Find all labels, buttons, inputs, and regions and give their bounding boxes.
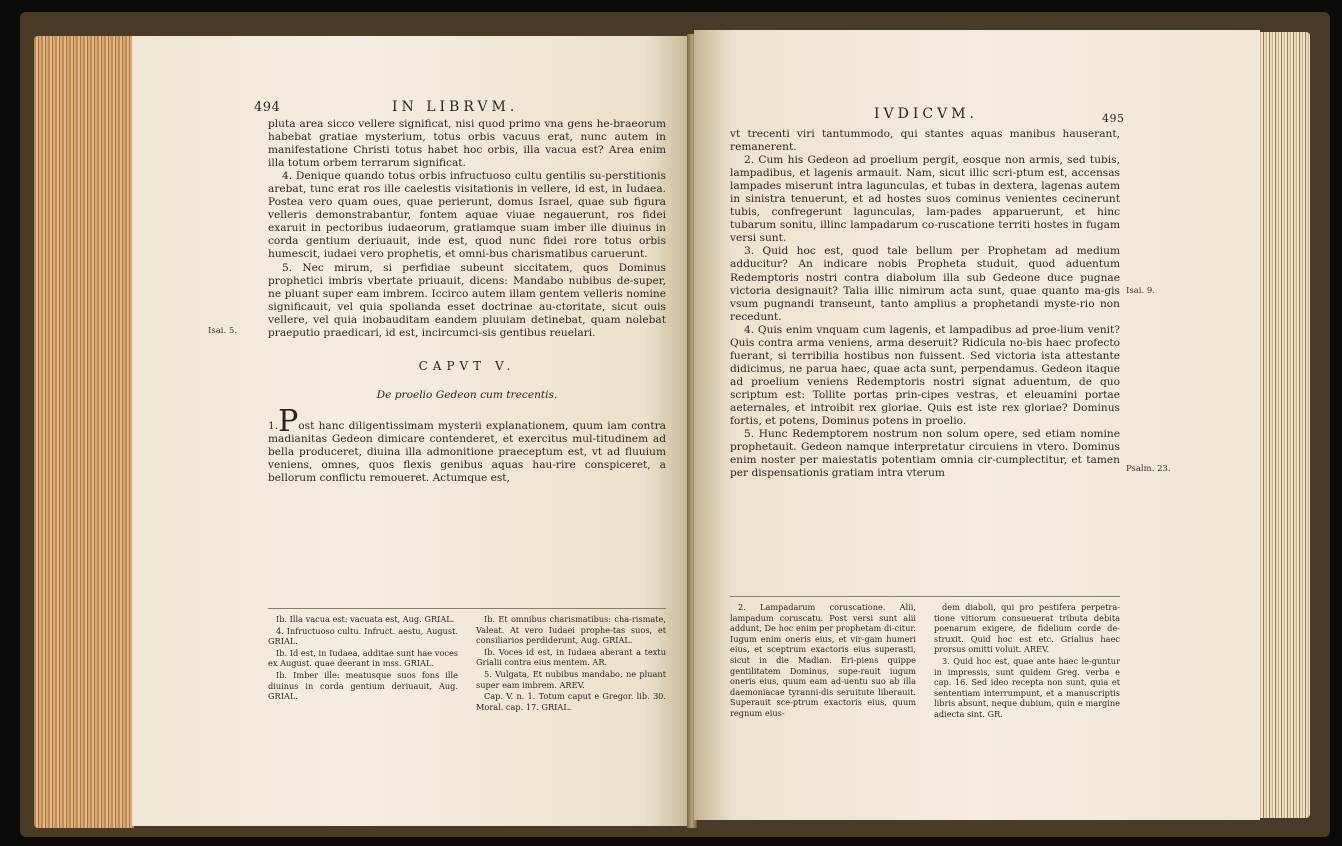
right-running-head: IVDICVM.	[874, 106, 979, 122]
right-main-text	[730, 128, 1120, 480]
left-page	[132, 36, 690, 826]
footnote: Ib. Voces id est, in Iudaea aberant a textu Grialii contra eius mentem. AR.	[476, 646, 666, 668]
left-page-edges	[34, 36, 134, 828]
footnote: Ib. Id est, in Iudaea, additae sunt hae voces ex August. quae deerant in mss. GRIAL.	[268, 647, 458, 669]
right-paragraph-1: vt trecenti viri tantummodo, qui stantes aquas manibus hauserant, remanerent.	[730, 128, 1120, 154]
left-paragraph-1: pluta area sicco vellere significat, nisi quod primo vna gens he-braeorum habebat gratiae mysterium, totus orbis vacuus erat, nunc autem in manifestatione Christi totus habet hoc orbis, illa vacua est? Area enim illa totum orbem terrarum significat.	[268, 118, 666, 170]
footnote: 2. Lampadarum coruscatione. Alii, lampadum coruscatu. Post versi sunt alii addunt, De hoc enim per prophetam di-citur. Iugum enim oneris eius, et vir-gam humeri eius, et sceptrum exactoris eius superasti, sicut in die Madian. Eri-piens quippe gentilitatem Dominus, supe-rauit iugum oneris eius, quum eam ad-uentu suo ab illa daemoniacae tyranni-dis seruitute liberauit. Superauit sce-ptrum exactoris eius, quum regnum eius-	[730, 602, 916, 718]
left-paragraph-2: 4. Denique quando totus orbis infructuoso cultu gentilis su-perstitionis arebat, tunc erat ros ille caelestis visitationis in vellere, id est, in Iudaea. Postea vero quam oues, quae perierunt, domus Israel, quae sub figura velleris demonstrabantur, fontem aquae viuae negauerunt, ros fidei exaruit in pectoribus iudaeorum, gratiamque suam imber ille diuinus in corda gentium deriuauit, inde est, quod nunc fidei rore totus orbis humescit, iudaei vero prophetis, et omni-bus charismatibus caruerunt.	[268, 170, 666, 261]
left-margin-note: Isai. 5.	[208, 326, 238, 336]
chapter-opening-paragraph: 1.Post hanc diligentissimam mysterii explanationem, quum iam contra madianitas Gedeon dimicare contenderet, et exercitus mul-titudinem ad bella produceret, diuina illa admonitione praeceptum est, vt ad fluuium veniens, omnes, quos flexis genibus aquas hau-rire conspiceret, a bellorum conflictu remoueret. Actumque est,	[268, 403, 666, 485]
right-paragraph-4: 4. Quis enim vnquam cum lagenis, et lampadibus ad proe-lium venit? Quis contra arma veniens, arma deseruit? Ridicula no-bis haec profecto fuerant, si terribilia hostibus non fuissent. Sed victoria ista attestante didicimus, ne parua haec, quae acta sunt, perpendamus. Gedeon itaque ad proelium veniens Redemptoris nostri signat aduentum, de quo scriptum est: Tollite portas prin-cipes vestras, et eleuamini portae aeternales, et introibit rex gloriae. Quis est iste rex gloriae? Dominus fortis, et potens, Dominus potens in proelio.	[730, 323, 1120, 428]
chapter-heading: CAPVT V.	[418, 358, 516, 373]
left-main-text	[268, 118, 666, 485]
footnote: Cap. V. n. 1. Totum caput e Gregor. lib. 30. Moral. cap. 17. GRIAL.	[476, 691, 666, 712]
footnote: dem diaboli, qui pro pestifera perpetra-tione vitiorum consueuerat tributa debita poenarum exigere, de fidelium corde de-struxit. Quid hoc est etc. Grialius haec prorsus omitti voluit. AREV.	[934, 602, 1120, 655]
footnote: 5. Vulgata, Et nubibus mandabo, ne pluant super eam imbrem. AREV.	[476, 668, 666, 690]
right-margin-note-1: Isai. 9.	[1126, 286, 1156, 296]
chapter-title: De proelio Gedeon cum trecentis.	[376, 388, 558, 401]
right-page	[694, 30, 1260, 820]
footnote: Ib. Imber ille: meatusque suos fons ille diuinus in corda gentium deriuauit, Aug. GRIAL.	[268, 669, 458, 702]
right-footnotes-col1	[730, 602, 916, 720]
footnote-rule	[268, 608, 666, 609]
left-footnotes-col1	[268, 614, 458, 703]
right-margin-note-2: Psalm. 23.	[1126, 464, 1171, 474]
left-running-head: IN LIBRVM.	[392, 99, 519, 115]
footnote: Ib. Et omnibus charismatibus: cha-rismate, Valeat. At vero Iudaei prophe-tas suos, et consiliarios perdiderunt, Aug. GRIAL.	[476, 614, 666, 646]
footnote: 3. Quid hoc est, quae ante haec le-guntur in impressis, sunt quidem Greg. verba e cap. 16. Sed ideo recepta non sunt, quia et sententiam interrumpunt, et a manuscriptis libris absunt, neque dubium, quin e margine adiecta sint. GR.	[934, 655, 1120, 719]
right-paragraph-3: 3. Quid hoc est, quod tale bellum per Prophetam ad medium adducitur? An indicare nobis Propheta studuit, quod aduentum Redemptoris nostri contra diabolum illa sub Gedeone duce pugnae victoria designauit? Talia illic nimirum acta sunt, quae quanto ma-gis vsum pugnandi transeunt, tanto amplius a prophetandi myste-rio non recedunt.	[730, 245, 1120, 323]
right-paragraph-2: 2. Cum his Gedeon ad proelium pergit, eosque non armis, sed tubis, lampadibus, et lagenis armauit. Nam, sicut illic scri-ptum est, accensas lampades miserunt intra lagunculas, et tubas in dextera, lagenas autem in sinistra tenuerunt, et ad hostes suos cominus venientes cecinerunt tubis, confregerunt lagunculas, lam-pades apparuerunt, et hinc tubarum sonitu, illinc lampadarum co-ruscatione territi hostes in fugam versi sunt.	[730, 154, 1120, 245]
footnote: Ib. Illa vacua est: vacuata est, Aug. GRIAL.	[276, 614, 455, 624]
right-footnotes-col2	[934, 602, 1120, 721]
right-paragraph-5: 5. Hunc Redemptorem nostrum non solum opere, sed etiam nomine prophetauit. Gedeon namque interpretatur circuiens in vtero. Dominus enim noster per maiestatis potentiam omnia cir-cumplectitur, et tamen per dispensationis gratiam intra vterum	[730, 428, 1120, 480]
right-page-edges	[1258, 32, 1310, 818]
footnote-rule	[730, 596, 1120, 597]
left-paragraph-3: 5. Nec mirum, si perfidiae subeunt siccitatem, quos Dominus prophetici imbris vbertate priuauit, dicens: Mandabo nubibus de-super, ne pluant super eam imbrem. Iccirco autem illam gentem velleris nomine significauit, vel quia spolianda esset doctrinae au-ctoritate, sicut ouis vellere, vel quia inobauditam eandem pluuiam detinebat, quam nolebat praeputio praedicari, id est, incircumci-sis gentibus reuelari.	[268, 261, 666, 339]
left-page-number: 494	[254, 100, 281, 115]
left-footnotes-col2	[476, 614, 666, 713]
right-page-number: 495	[1102, 112, 1125, 125]
footnote: 4. Infructuoso cultu. Infruct. aestu, August. GRIAL.	[268, 625, 458, 647]
drop-cap-letter: P	[278, 403, 299, 439]
